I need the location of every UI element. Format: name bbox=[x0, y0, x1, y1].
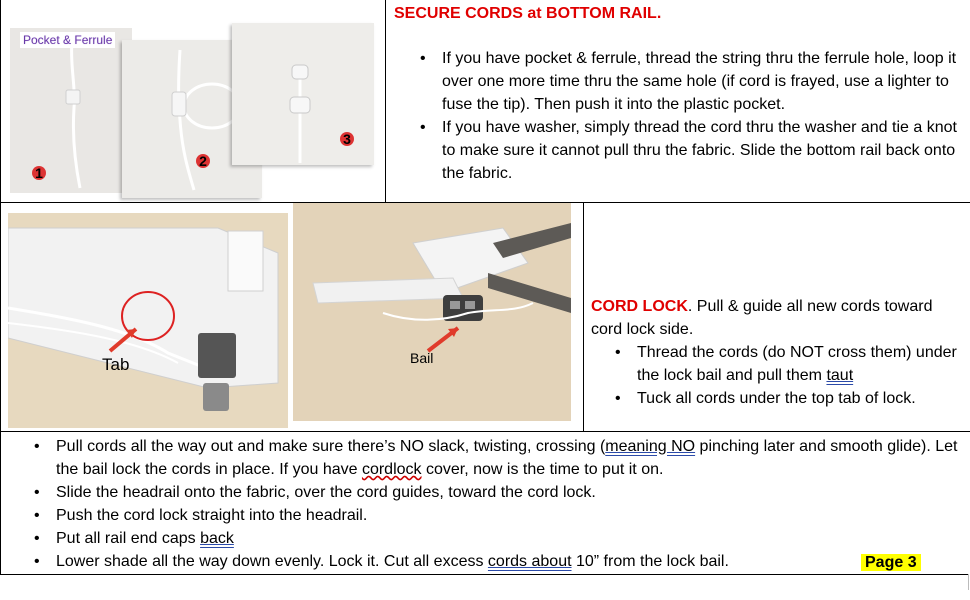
step-number-2: 2 bbox=[196, 154, 210, 168]
taut-link: taut bbox=[826, 367, 854, 384]
section2-bullet-1: • Thread the cords (do NOT cross them) under the lock bail and pull them taut bbox=[611, 341, 961, 387]
section3-bullet-1: • Pull cords all the way out and make sure there’s NO slack, twisting, crossing (meaning NO pinching later and smooth glide). Let the bail lock the cords in place. If you have cordlock cover, now is the time to put it on. bbox=[30, 435, 960, 481]
back-link: back bbox=[200, 530, 234, 547]
table-rule-2 bbox=[0, 431, 970, 432]
photo-step-1 bbox=[10, 28, 132, 193]
section1-bullet-list bbox=[416, 47, 966, 185]
section3-bullet-3: • Push the cord lock straight into the headrail. bbox=[30, 504, 960, 527]
section3-bullet-4: • Put all rail end caps back bbox=[30, 527, 960, 550]
page-number-badge: Page 3 bbox=[861, 551, 921, 574]
meaning-no-link: meaning NO bbox=[605, 438, 696, 455]
section2-bullet-2: • Tuck all cords under the top tab of lock. bbox=[611, 387, 961, 410]
table-divider-row2 bbox=[583, 203, 584, 431]
table-rule-bottom bbox=[0, 574, 968, 575]
cords-about-link: cords about bbox=[487, 553, 572, 570]
tab-label: Tab bbox=[102, 355, 130, 374]
section1-bullet-1: • If you have pocket & ferrule, thread the string thru the ferrule hole, loop it over one more time thru the same hole (if cord is frayed, use a lighter to fuse the tip). Then push it into the plastic pocket. bbox=[416, 47, 966, 116]
section2-heading: CORD LOCK bbox=[591, 298, 688, 315]
photo-step-3 bbox=[232, 23, 374, 165]
section2-intro-text: . Pull & guide all new cords toward cord lock side. bbox=[591, 298, 933, 338]
section3-bullet-list bbox=[30, 435, 960, 573]
section1-heading: SECURE CORDS at BOTTOM RAIL. bbox=[394, 5, 662, 22]
section2-text bbox=[591, 295, 961, 410]
bail-label: Bail bbox=[410, 350, 434, 366]
table-divider-row1 bbox=[385, 0, 386, 203]
section3-bullet-2: • Slide the headrail onto the fabric, over the cord guides, toward the cord lock. bbox=[30, 481, 960, 504]
photo-cord-lock-tab bbox=[8, 213, 288, 428]
step-number-3: 3 bbox=[340, 132, 354, 146]
table-edge-stub bbox=[968, 574, 969, 590]
section3-bullet-5: • Lower shade all the way down evenly. Lock it. Cut all excess cords about 10” from the lock bail. bbox=[30, 550, 960, 573]
table-border-left bbox=[0, 0, 1, 575]
pocket-ferrule-label: Pocket & Ferrule bbox=[20, 32, 115, 48]
step-number-1: 1 bbox=[32, 166, 46, 180]
cordlock-word: cordlock bbox=[361, 461, 422, 478]
photo-cord-lock-bail bbox=[293, 203, 571, 421]
section2-intro bbox=[591, 295, 961, 341]
section1-bullet-2: • If you have washer, simply thread the cord thru the washer and tie a knot to make sure it cannot pull thru the fabric. Slide the bottom rail back onto the fabric. bbox=[416, 116, 966, 185]
